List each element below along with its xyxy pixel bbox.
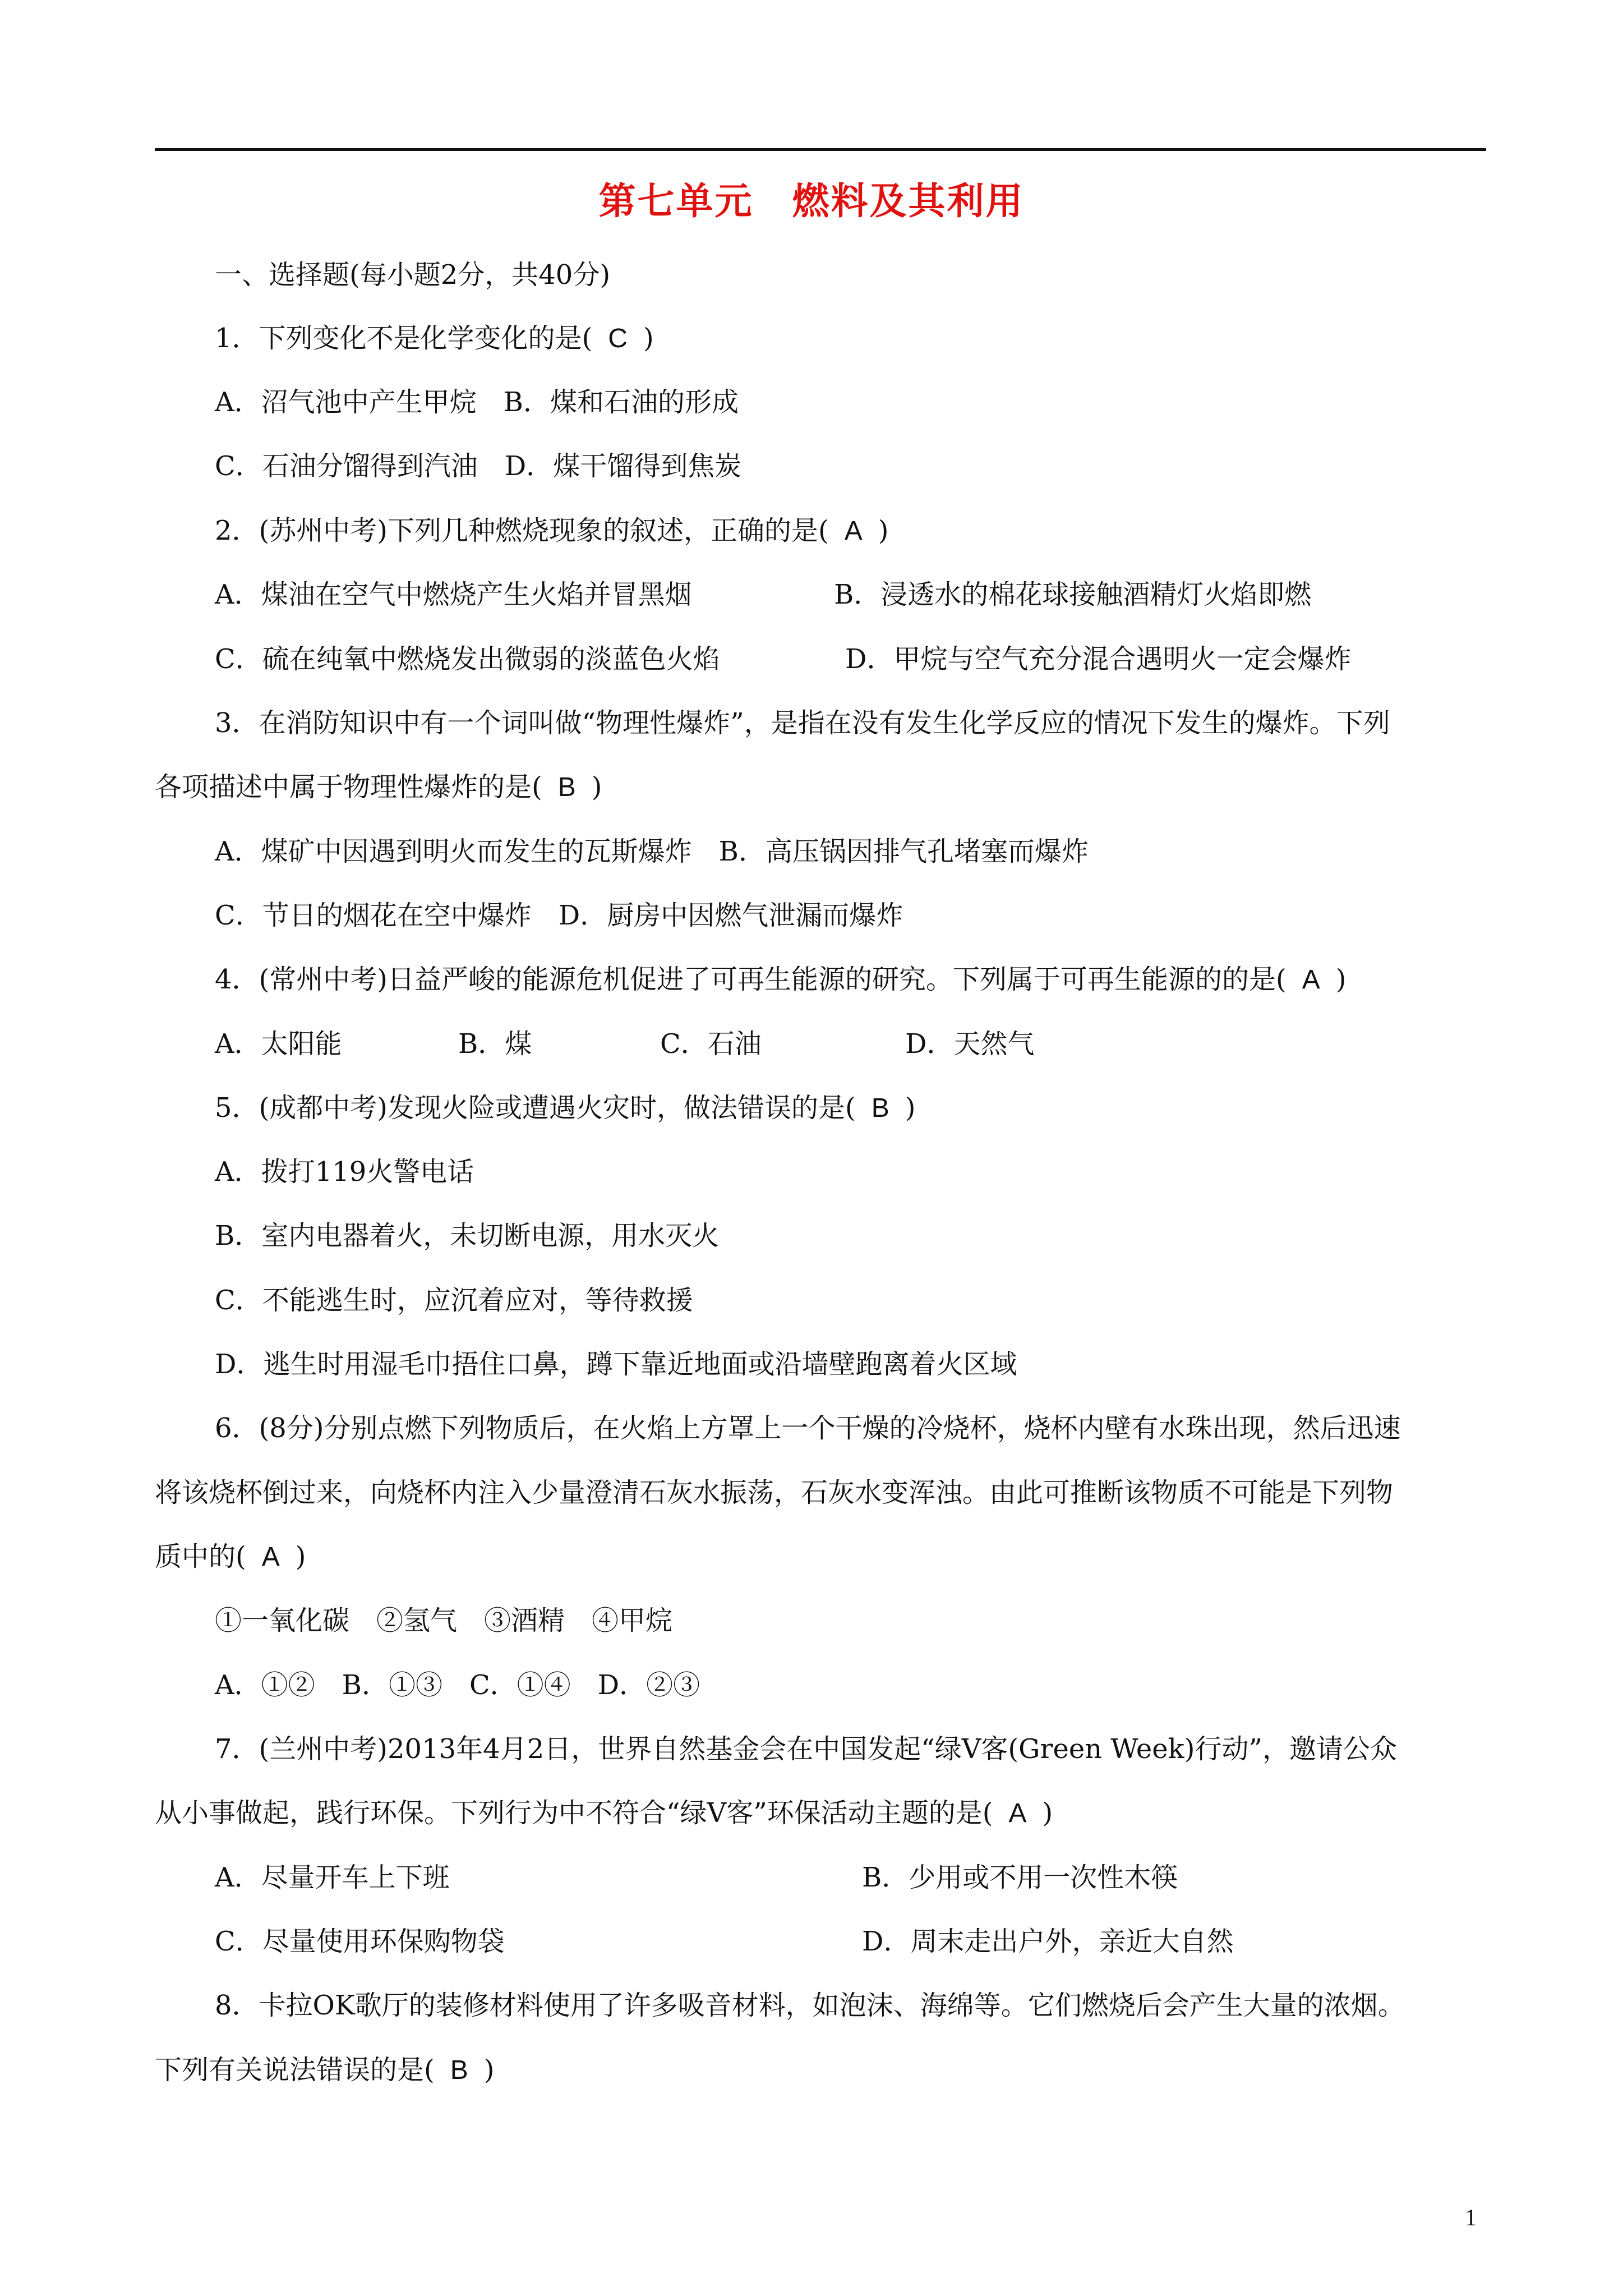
page-title: 第七单元 燃料及其利用 — [598, 179, 1025, 223]
question-6-options: A．①② B．①③ C．①④ D．②③ — [215, 1669, 700, 1701]
question-7-option-b: B．少用或不用一次性木筷 — [862, 1862, 1178, 1893]
question-4-close: ) — [1335, 964, 1347, 995]
question-2-text: 2．(苏州中考)下列几种燃烧现象的叙述，正确的是( — [215, 515, 829, 546]
question-2-answer: A — [844, 516, 863, 546]
question-4-text: 4．(常州中考)日益严峻的能源危机促进了可再生能源的研究。下列属于可再生能源的的是( — [215, 964, 1287, 995]
question-5-answer: B — [871, 1093, 889, 1123]
question-1 — [215, 321, 654, 356]
question-6-line-3 — [155, 1540, 306, 1574]
question-2-option-c: C．硫在纯氧中燃烧发出微弱的淡蓝色火焰 — [215, 643, 720, 675]
question-5-option-a: A．拨打119火警电话 — [215, 1156, 474, 1188]
question-3-answer: B — [557, 772, 576, 802]
question-3-options-cd: C．节日的烟花在空中爆炸 D．厨房中因燃气泄漏而爆炸 — [215, 900, 903, 931]
question-6-line-2: 将该烧杯倒过来，向烧杯内注入少量澄清石灰水振荡，石灰水变浑浊。由此可推断该物质不可能是下列物 — [155, 1477, 1394, 1508]
question-8-line-1: 8．卡拉OK歌厅的装修材料使用了许多吸音材料，如泡沫、海绵等。它们燃烧后会产生大量的浓烟。 — [215, 1990, 1405, 2021]
question-5-option-c: C．不能逃生时，应沉着应对，等待救援 — [215, 1285, 693, 1316]
question-1-close: ) — [643, 323, 654, 354]
question-4-option-c: C．石油 — [660, 1028, 762, 1060]
section-heading: 一、选择题(每小题2分，共40分) — [215, 259, 611, 291]
question-3-line-1: 3．在消防知识中有一个词叫做“物理性爆炸”，是指在没有发生化学反应的情况下发生的爆炸。下列 — [215, 707, 1390, 739]
question-7-option-d: D．周末走出户外，亲近大自然 — [862, 1926, 1234, 1957]
question-3-line-2 — [155, 770, 602, 804]
question-7-line-1: 7．(兰州中考)2013年4月2日，世界自然基金会在中国发起“绿V客(Green Week)行动”，邀请公众 — [215, 1733, 1398, 1765]
question-3-text: 各项描述中属于物理性爆炸的是( — [155, 771, 542, 803]
question-8-close: ) — [483, 2054, 495, 2086]
question-8-answer: B — [450, 2055, 468, 2085]
question-6-answer: A — [261, 1542, 280, 1572]
question-7-line-2 — [155, 1796, 1053, 1830]
question-6-items: ①一氧化碳 ②氢气 ③酒精 ④甲烷 — [215, 1605, 673, 1636]
question-1-options-cd: C．石油分馏得到汽油 D．煤干馏得到焦炭 — [215, 450, 742, 482]
page-number: 1 — [1465, 2205, 1477, 2231]
question-4-option-b: B．煤 — [458, 1028, 532, 1060]
question-6-text: 质中的( — [155, 1541, 246, 1572]
question-2-option-a: A．煤油在空气中燃烧产生火焰并冒黑烟 — [215, 579, 692, 610]
question-8-line-2 — [155, 2053, 494, 2087]
question-6-line-1: 6．(8分)分别点燃下列物质后，在火焰上方罩上一个干燥的冷烧杯，烧杯内壁有水珠出现，然后迅速 — [215, 1412, 1401, 1444]
question-7-option-a: A．尽量开车上下班 — [215, 1862, 450, 1893]
question-4-option-a: A．太阳能 — [215, 1028, 342, 1060]
question-4-option-d: D．天然气 — [905, 1028, 1035, 1060]
question-5-text: 5．(成都中考)发现火险或遭遇火灾时，做法错误的是( — [215, 1092, 856, 1124]
question-1-answer: C — [608, 324, 628, 353]
question-1-text: 1．下列变化不是化学变化的是( — [215, 323, 593, 354]
question-2-close: ) — [878, 515, 889, 546]
question-6-close: ) — [295, 1541, 306, 1572]
question-3-options-ab: A．煤矿中因遇到明火而发生的瓦斯爆炸 B．高压锅因排气孔堵塞而爆炸 — [215, 836, 1089, 867]
question-5 — [215, 1091, 915, 1125]
question-5-option-b: B．室内电器着火，未切断电源，用水灭火 — [215, 1220, 720, 1251]
question-7-close: ) — [1042, 1797, 1053, 1829]
question-2-option-b: B．浸透水的棉花球接触酒精灯火焰即燃 — [834, 579, 1312, 610]
question-8-text: 下列有关说法错误的是( — [155, 2054, 435, 2086]
question-7-answer: A — [1008, 1798, 1027, 1828]
question-4 — [215, 963, 1346, 997]
question-4-answer: A — [1302, 965, 1320, 995]
question-3-close: ) — [591, 771, 602, 803]
header-rule — [155, 148, 1486, 151]
question-5-close: ) — [905, 1092, 916, 1124]
question-1-options-ab: A．沼气池中产生甲烷 B．煤和石油的形成 — [215, 386, 739, 418]
question-7-option-c: C．尽量使用环保购物袋 — [215, 1926, 505, 1957]
question-5-option-d: D．逃生时用湿毛巾捂住口鼻，蹲下靠近地面或沿墙壁跑离着火区域 — [215, 1349, 1017, 1380]
question-7-text: 从小事做起，践行环保。下列行为中不符合“绿V客”环保活动主题的是( — [155, 1797, 993, 1829]
question-2 — [215, 514, 888, 548]
question-2-option-d: D．甲烷与空气充分混合遇明火一定会爆炸 — [845, 643, 1352, 675]
